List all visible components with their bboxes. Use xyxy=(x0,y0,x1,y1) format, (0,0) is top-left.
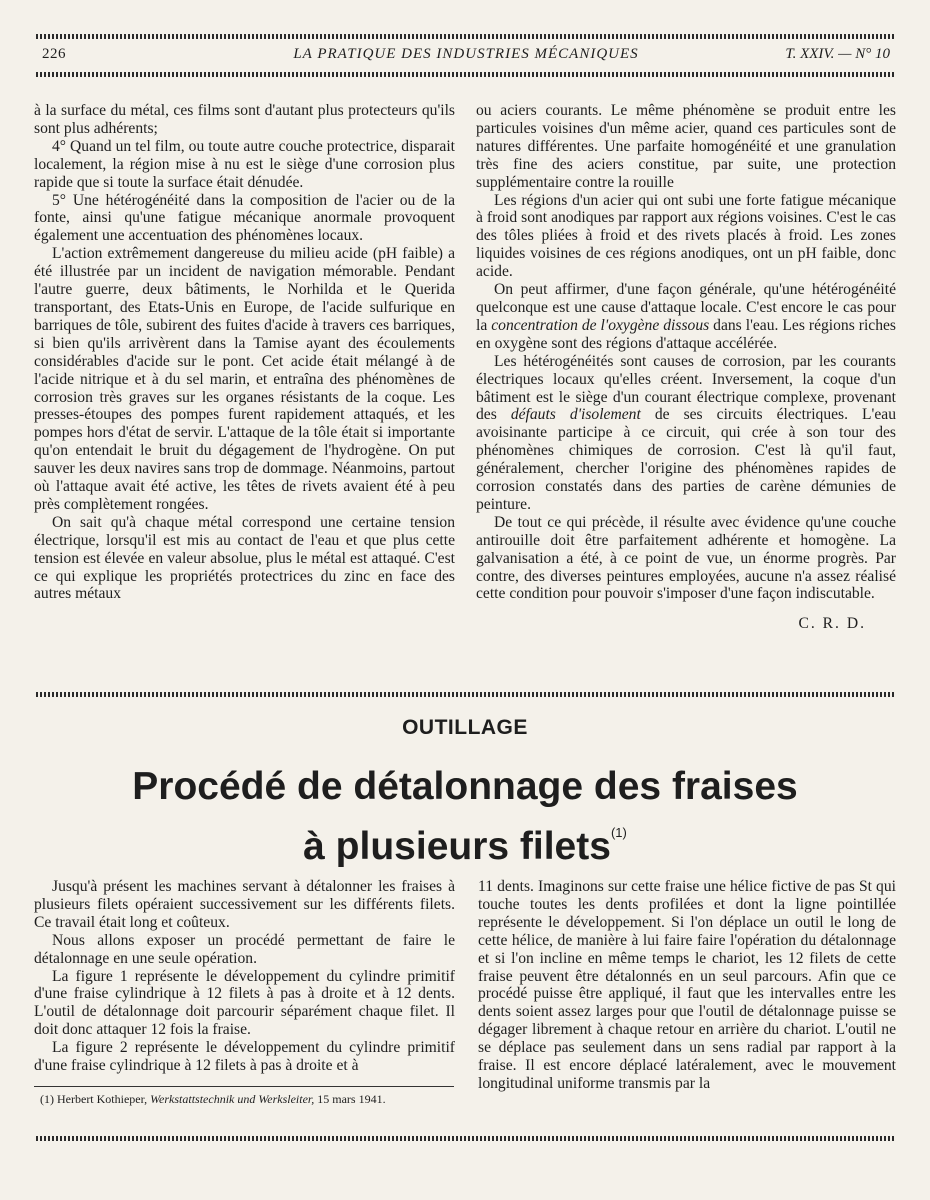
article-title xyxy=(0,764,930,870)
bottom-article-right-column xyxy=(478,878,896,1093)
running-header xyxy=(36,44,896,66)
paragraph: On sait qu'à chaque métal correspond une certaine tension électrique, lorsqu'il est mis au contact de l'eau et que plus cette tension est élevée en valeur absolue, plus le métal est attaqué. C'est ce qui explique les propriétés protectrices du zinc en face des autres métaux xyxy=(34,513,455,603)
footnote-rule xyxy=(34,1086,454,1087)
author-signature: C. R. D. xyxy=(798,615,866,633)
section-label: OUTILLAGE xyxy=(402,716,528,739)
top-border-rule xyxy=(36,34,896,39)
paragraph: De tout ce qui précède, il résulte avec évidence qu'une couche antirouille doit être parfaitement adhérente et homogène. La galvanisation a été, à ce point de vue, un énorme progrès. Par contre, des diverses peintures employées, aucune n'a assez réalisé cette condition pour pouvoir s'imposer d'une façon indiscutable. xyxy=(476,513,896,603)
italic-term: défauts d'isolement xyxy=(510,406,641,424)
top-article-left-column xyxy=(34,102,455,603)
paragraph: 11 dents. Imaginons sur cette fraise une hélice fictive de pas St qui touche toutes les dents profilées et dont la ligne pointillée représente le développement. Si l'on déplace un outil le long de cette hélice, de manière à lui faire faire l'opération du détalonnage et si l'on incline en même temps le chariot, les 12 filets de cette fraise peuvent être détalonnés en un seul parcours. Afin que ce procédé puisse être appliqué, il faut que les intervalles entre les dents soient assez larges pour que l'outil de détalonnage puisse se dégager librement à chaque retour en arrière du chariot. L'outil ne se déplace pas seulement dans un sens radial par rapport à la fraise. Il est encore déplacé latéralement, avec le mouvement longitudinal uniforme transmis par la xyxy=(478,878,896,1092)
text-run: dans l'eau. Les régions riches en oxygène sont des régions d'attaque accélérée. xyxy=(476,316,896,352)
text-run: Les hétérogénéités sont causes de corrosion, par les courants électriques locaux qu'elles créent. Inversement, la coque d'un bâtiment est le siège d'un courant électrique complexe, provenant des xyxy=(476,352,896,424)
paragraph: La figure 1 représente le développement du cylindre primitif d'une fraise cylindrique à 12 filets à pas à droite et à 12 dents. L'outil de détalonnage doit parcourir séparément chaque filet. Il doit donc attaquer 12 fois la fraise. xyxy=(34,967,455,1039)
paragraph xyxy=(476,353,896,514)
paragraph: Jusqu'à présent les machines servant à détalonner les fraises à plusieurs filets opéraient successivement sur les différents filets. Ce travail était long et coûteux. xyxy=(34,878,455,931)
footnote xyxy=(40,1091,455,1107)
paragraph: 5° Une hétérogénéité dans la composition de l'acier ou de la fonte, ainsi qu'une fatigue mécanique anormale provoquent également une accentuation des phénomènes locaux. xyxy=(34,191,455,245)
text-run: On peut affirmer, d'une façon générale, qu'une hétérogénéité quelconque est une cause d'attaque locale. C'est encore le cas pour la xyxy=(476,281,896,334)
text-run: de ses circuits électriques. L'eau avoisinante participe à ce circuit, qui crée à son tour des phénomènes chimiques de corrosion. C'est là qu'il faut, généralement, chercher l'origine des phénomènes rapides de corrosion constatés dans des parties de carène démunies de peinture. xyxy=(476,406,896,513)
footnote-date: 15 mars 1941. xyxy=(317,1092,386,1106)
title-text: à plusieurs filets xyxy=(303,825,611,868)
bottom-border-rule xyxy=(36,1136,896,1141)
paragraph: ou aciers courants. Le même phénomène se produit entre les particules voisines d'un même acier, quand ces particules sont de natures différentes. Une parfaite homogénéité et une granulation très fine des aciers constitue, par suite, une protection supplémentaire contre la rouille xyxy=(476,102,896,191)
section-divider-rule xyxy=(36,692,896,697)
journal-title: LA PRATIQUE DES INDUSTRIES MÉCANIQUES xyxy=(293,46,639,62)
top-article-right-column xyxy=(476,102,896,633)
paragraph: Les régions d'un acier qui ont subi une forte fatigue mécanique à froid sont anodiques par rapport aux régions voisines. C'est le cas des tôles pliées à froid et des rivets placés à froid. Les zones liquides voisines de ces régions anodiques, ont un pH faible, donc acide. xyxy=(476,191,896,281)
paragraph xyxy=(476,281,896,353)
paragraph: à la surface du métal, ces films sont d'autant plus protecteurs qu'ils sont plus adhérents; xyxy=(34,102,455,137)
footnote-source: Werkstattstechnik und Werksleiter, xyxy=(150,1092,315,1106)
paragraph: La figure 2 représente le développement du cylindre primitif d'une fraise cylindrique à 12 filets à pas à droite et à xyxy=(34,1039,455,1075)
title-line xyxy=(0,810,930,870)
bottom-article-left-column xyxy=(34,878,455,1075)
volume-issue: T. XXIV. — N° 10 xyxy=(785,46,890,62)
paragraph: Nous allons exposer un procédé permettant de faire le détalonnage en une seule opération. xyxy=(34,931,455,967)
footnote-marker: (1) xyxy=(40,1092,54,1106)
italic-term: concentration de l'oxygène dissous xyxy=(491,316,710,334)
title-line: Procédé de détalonnage des fraises xyxy=(132,765,798,808)
page-number: 226 xyxy=(42,46,66,62)
footnote-author: Herbert Kothieper, xyxy=(57,1092,148,1106)
paragraph: L'action extrêmement dangereuse du milieu acide (pH faible) a été illustrée par un incident de navigation mémorable. Pendant l'autre guerre, deux bâtiments, le Norhilda et le Querida transportant, des Etats-Unis en Europe, de l'acide sulfurique en barriques de tôle, subirent des fuites d'acide à travers ces barriques, si bien qu'ils arrivèrent dans la Tamise ayant des écoulements considérables d'acide sur le pont. Cet acide était mélangé à de l'acide nitrique et à du sel marin, et entraîna des phénomènes de corrosion très graves sur les organes résistants de la coque. Les presses-étoupes des pompes furent rapidement attaqués, et les pompes hors d'état de servir. L'attaque de la tôle était si importante qu'on entendait le bruit du dégagement de l'hydrogène. On put sauver les deux navires sans trop de dommage. Néanmoins, partout où l'attaque avait été active, les têtes de rivets avaient été à peu près complètement rongées. xyxy=(34,245,455,513)
paragraph: 4° Quand un tel film, ou toute autre couche protectrice, disparait localement, la région mise à nu est le siège d'une corrosion plus rapide que si toute la surface était dénudée. xyxy=(34,137,455,191)
footnote-marker: (1) xyxy=(610,825,627,840)
header-bottom-rule xyxy=(36,72,896,77)
